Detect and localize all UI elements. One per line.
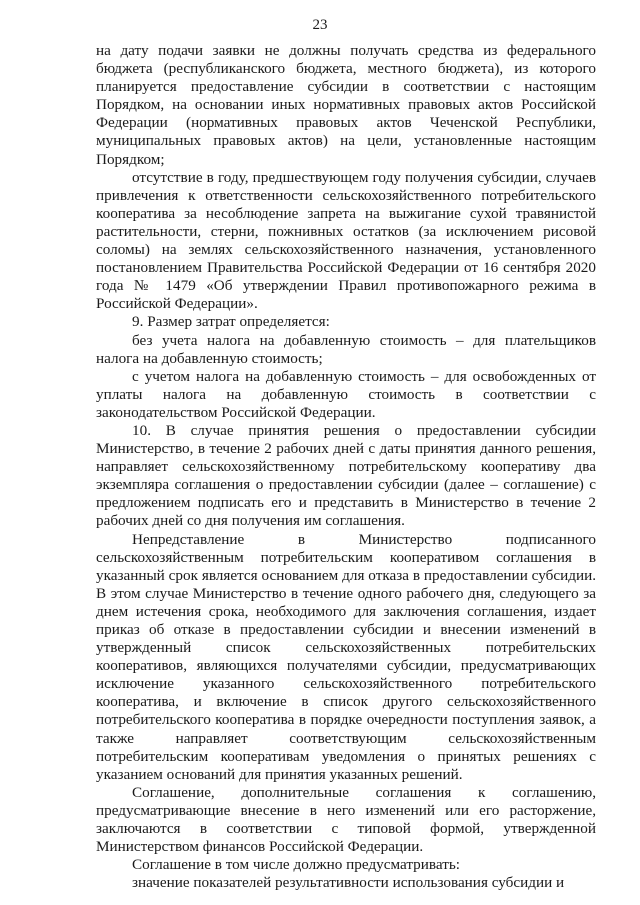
paragraph-8: Соглашение, дополнительные соглашения к соглашению, предусматривающие внесение в него изменений или его расторжение, заключаются в соответствии с типовой формой, утвержденной Министерством финансов Российской Федерации. (96, 783, 596, 856)
paragraph-7: Непредставление в Министерство подписанного сельскохозяйственным потребительским кооперативом соглашения в указанный срок является основанием для отказа в предоставлении субсидии. В этом случае Министерство в течение одного рабочего дня, следующего за днем истечения срока, необходимого для заключения соглашения, издает приказ об отказе в предоставлении субсидии и внесении изменений в утвержденный список сельскохозяйственных потребительских кооперативов, являющихся получателями субсидии, предусматривающих исключение указанного сельскохозяйственного потребительского кооператива, и включение в список другого сельскохозяйственного потребительского кооператива в порядке очередности поступления заявок, а также направляет соответствующим сельскохозяйственным потребительским кооперативам уведомления о принятых решениях с указанием оснований для принятия указанных решений. (96, 530, 596, 783)
paragraph-1: на дату подачи заявки не должны получать средства из федерального бюджета (республиканского бюджета, местного бюджета), из которого планируется предоставление субсидии в соответствии с настоящим Порядком, на основании иных нормативных правовых актов Российской Федерации (нормативных правовых актов Чеченской Республики, муниципальных правовых актов) на цели, установленные настоящим Порядком; (96, 42, 596, 168)
paragraph-6: 10. В случае принятия решения о предоставлении субсидии Министерство, в течение 2 рабочих дней с даты принятия данного решения, направляет сельскохозяйственному потребительскому кооперативу два экземпляра соглашения о предоставлении субсидии (далее – соглашение) с предложением подписать его и представить в Министерство в течение 2 рабочих дней со дня получения им соглашения. (96, 421, 596, 530)
document-body (96, 42, 596, 892)
paragraph-3: 9. Размер затрат определяется: (132, 313, 330, 331)
paragraph-9: Соглашение в том числе должно предусматривать: (132, 856, 461, 874)
paragraph-10: значение показателей результативности использования субсидии и (132, 874, 565, 892)
paragraph-2: отсутствие в году, предшествующем году получения субсидии, случаев привлечения к ответственности сельскохозяйственного потребительского кооператива за несоблюдение запрета на выжигание сухой травянистой растительности, стерни, пожнивных остатков (за исключением рисовой соломы) на землях сельскохозяйственного назначения, установленного постановлением Правительства Российской Федерации от 16 сентября 2020 года № 1479 «Об утверждении Правил противопожарного режима в Российской Федерации». (96, 168, 596, 313)
paragraph-5: с учетом налога на добавленную стоимость – для освобожденных от уплаты налога на добавленную стоимость в соответствии с законодательством Российской Федерации. (96, 367, 596, 421)
page-number: 23 (312, 17, 328, 33)
paragraph-4: без учета налога на добавленную стоимость – для плательщиков налога на добавленную стоимость; (96, 331, 596, 367)
